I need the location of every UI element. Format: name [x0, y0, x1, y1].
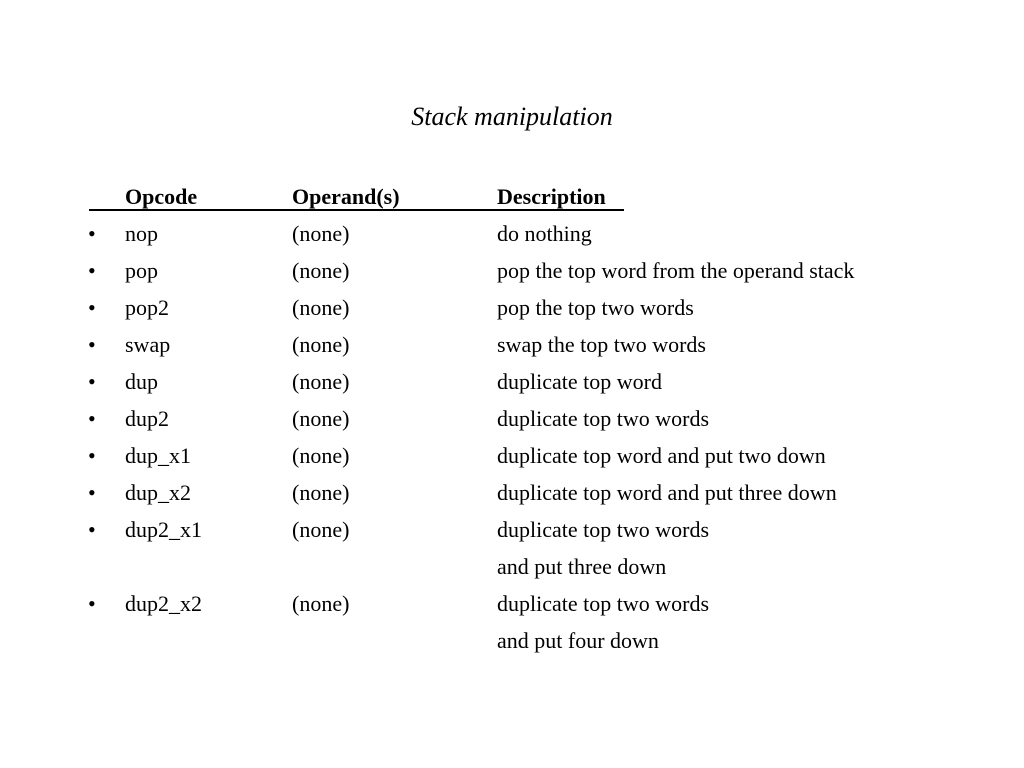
- bullet-icon: •: [88, 332, 96, 357]
- bullet-icon: •: [88, 295, 96, 320]
- description-cell: duplicate top word: [497, 369, 662, 394]
- header-description: Description: [497, 184, 606, 209]
- table-row: [0, 478, 1024, 515]
- slide-title: Stack manipulation: [411, 102, 613, 131]
- bullet-icon: •: [88, 443, 96, 468]
- description-cell: duplicate top two words: [497, 517, 710, 542]
- bullet-icon: •: [88, 258, 96, 283]
- table-row: [0, 626, 1024, 663]
- opcode-cell: dup_x2: [125, 480, 191, 505]
- operand-cell: (none): [292, 295, 350, 320]
- description-cell: duplicate top two words: [497, 406, 710, 431]
- opcode-cell: pop: [125, 258, 158, 283]
- opcode-cell: dup2: [125, 406, 169, 431]
- opcode-cell: dup: [125, 369, 158, 394]
- opcode-cell: dup2_x2: [125, 591, 202, 616]
- header-operand: Operand(s): [292, 184, 400, 209]
- opcode-cell: dup2_x1: [125, 517, 202, 542]
- opcode-cell: dup_x1: [125, 443, 191, 468]
- bullet-icon: •: [88, 221, 96, 246]
- opcode-cell: pop2: [125, 295, 169, 320]
- operand-cell: (none): [292, 480, 350, 505]
- bullet-icon: •: [88, 406, 96, 431]
- description-cell: duplicate top two words: [497, 591, 710, 616]
- header-opcode: Opcode: [125, 184, 198, 209]
- operand-cell: (none): [292, 406, 350, 431]
- header-underline: [89, 209, 624, 211]
- operand-cell: (none): [292, 221, 350, 246]
- description-cell: duplicate top word and put three down: [497, 480, 837, 505]
- description-cell: pop the top two words: [497, 295, 694, 320]
- table-row: [0, 256, 1024, 293]
- description-cell: duplicate top word and put two down: [497, 443, 826, 468]
- table-header: [89, 182, 624, 212]
- opcode-table: [0, 219, 1024, 663]
- description-cell: swap the top two words: [497, 332, 706, 357]
- operand-cell: (none): [292, 332, 350, 357]
- operand-cell: (none): [292, 258, 350, 283]
- table-row: [0, 552, 1024, 589]
- opcode-cell: swap: [125, 332, 171, 357]
- opcode-cell: nop: [125, 221, 158, 246]
- description-cell: do nothing: [497, 221, 592, 246]
- bullet-icon: •: [88, 369, 96, 394]
- operand-cell: (none): [292, 443, 350, 468]
- bullet-icon: •: [88, 480, 96, 505]
- table-row: [0, 367, 1024, 404]
- description-cell: and put four down: [497, 628, 659, 653]
- operand-cell: (none): [292, 369, 350, 394]
- table-row: [0, 441, 1024, 478]
- table-row: [0, 404, 1024, 441]
- description-cell: pop the top word from the operand stack: [497, 258, 855, 283]
- table-row: [0, 293, 1024, 330]
- bullet-icon: •: [88, 591, 96, 616]
- bullet-icon: •: [88, 517, 96, 542]
- table-row: [0, 515, 1024, 552]
- table-row: [0, 330, 1024, 367]
- operand-cell: (none): [292, 591, 350, 616]
- table-row: [0, 589, 1024, 626]
- description-cell: and put three down: [497, 554, 667, 579]
- table-row: [0, 219, 1024, 256]
- operand-cell: (none): [292, 517, 350, 542]
